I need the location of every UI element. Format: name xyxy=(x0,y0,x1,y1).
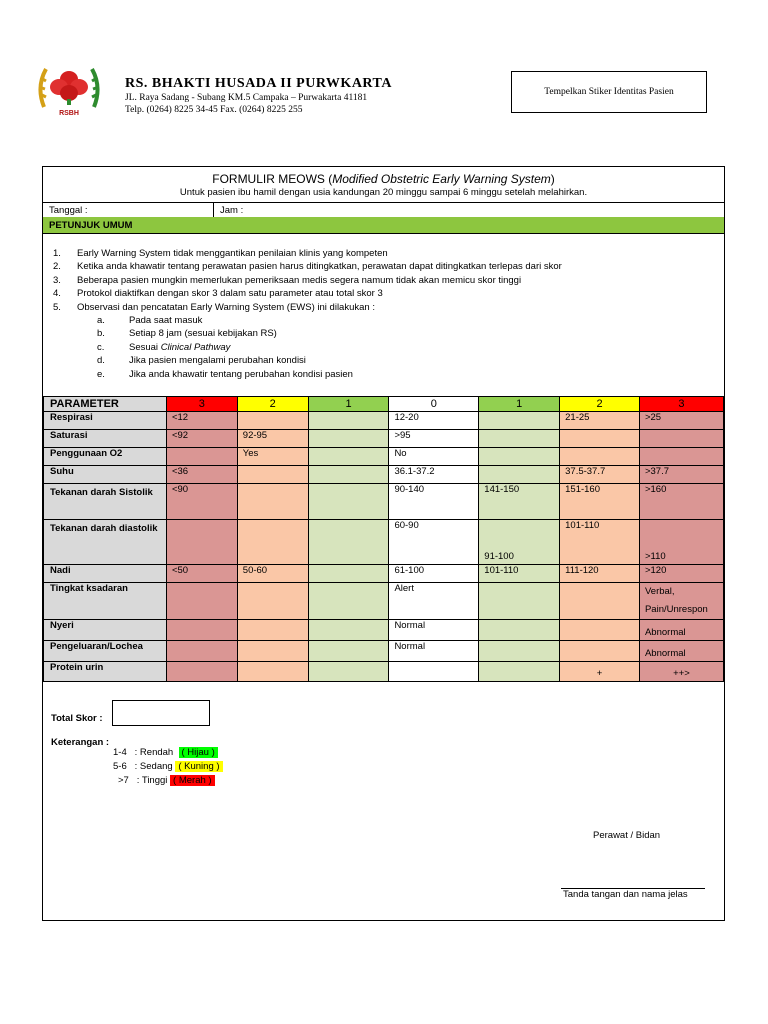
header-score: 2 xyxy=(237,397,308,412)
param-label: Nadi xyxy=(44,565,167,583)
perawat-label: Perawat / Bidan xyxy=(593,830,661,841)
instructions-list xyxy=(53,247,562,381)
hospital-address: JL. Raya Sadang - Subang KM.5 Campaka – Purwakarta 41181 xyxy=(125,93,368,103)
list-subitem: b. Setiap 8 jam (sesuai kebijakan RS) xyxy=(97,328,277,340)
table-cell[interactable] xyxy=(308,412,389,430)
table-cell[interactable] xyxy=(166,662,237,682)
table-cell[interactable]: 90-140 xyxy=(389,484,479,520)
meows-score-table xyxy=(43,396,724,682)
patient-sticker-box xyxy=(511,71,707,113)
table-row xyxy=(44,430,724,448)
sticker-label: Tempelkan Stiker Identitas Pasien xyxy=(544,87,674,97)
table-cell[interactable]: Abnormal xyxy=(639,641,723,662)
jam-field[interactable]: Jam : xyxy=(213,203,243,218)
table-cell[interactable] xyxy=(308,484,389,520)
param-label: Tingkat ksadaran xyxy=(44,583,167,620)
param-label: Penggunaan O2 xyxy=(44,448,167,466)
header-score: 3 xyxy=(166,397,237,412)
form-title: FORMULIR MEOWS (Modified Obstetric Early Warning System) xyxy=(212,172,555,186)
table-cell[interactable] xyxy=(479,620,560,641)
table-cell[interactable]: 111-120 xyxy=(560,565,640,583)
list-subitem: c. Sesuai Clinical Pathway xyxy=(97,341,231,353)
table-cell[interactable]: >120 xyxy=(639,565,723,583)
table-cell[interactable] xyxy=(308,520,389,565)
table-cell[interactable]: 37.5-37.7 xyxy=(560,466,640,484)
table-cell[interactable]: ++> xyxy=(639,662,723,682)
table-cell[interactable]: 92-95 xyxy=(237,430,308,448)
table-cell[interactable] xyxy=(389,662,479,682)
table-cell[interactable]: >160 xyxy=(639,484,723,520)
param-label: Tekanan darah diastolik xyxy=(44,520,167,565)
table-cell[interactable]: 36.1-37.2 xyxy=(389,466,479,484)
table-cell[interactable]: >95 xyxy=(389,430,479,448)
table-cell[interactable] xyxy=(308,448,389,466)
total-score-label: Total Skor : xyxy=(51,713,103,724)
badge-merah: ( Merah ) xyxy=(170,775,215,786)
table-cell[interactable]: + xyxy=(560,662,640,682)
level-low: 1-4 : Rendah ( Hijau ) xyxy=(113,747,218,758)
table-cell[interactable]: 91-100 xyxy=(479,520,560,565)
table-cell[interactable] xyxy=(308,466,389,484)
table-cell[interactable]: Abnormal xyxy=(639,620,723,641)
table-cell[interactable]: <50 xyxy=(166,565,237,583)
list-item: 2. Ketika anda khawatir tentang perawatan pasien harus ditingkatkan, perawatan dapat ditingkatkan terlepas dari skor xyxy=(53,261,562,273)
header-score: 3 xyxy=(639,397,723,412)
table-row xyxy=(44,484,724,520)
table-cell[interactable] xyxy=(166,520,237,565)
table-cell[interactable] xyxy=(166,620,237,641)
header-parameter: PARAMETER xyxy=(44,397,167,412)
tanggal-field[interactable]: Tanggal : xyxy=(49,205,88,216)
table-cell[interactable]: 60-90 xyxy=(389,520,479,565)
param-label: Saturasi xyxy=(44,430,167,448)
table-cell[interactable] xyxy=(308,641,389,662)
table-cell[interactable] xyxy=(479,466,560,484)
table-cell[interactable]: Normal xyxy=(389,641,479,662)
badge-hijau: ( Hijau ) xyxy=(179,747,218,758)
table-cell[interactable] xyxy=(308,430,389,448)
table-cell[interactable] xyxy=(237,583,308,620)
table-row xyxy=(44,466,724,484)
total-score-input[interactable] xyxy=(112,700,210,726)
hospital-phone: Telp. (0264) 8225 34-45 Fax. (0264) 8225 255 xyxy=(125,105,303,115)
table-row xyxy=(44,412,724,430)
table-cell[interactable] xyxy=(237,484,308,520)
section-title: PETUNJUK UMUM xyxy=(43,217,724,234)
table-cell[interactable]: <36 xyxy=(166,466,237,484)
list-item: 3. Beberapa pasien mungkin memerlukan pemeriksaan medis segera namum tidak akan memicu skor tinggi xyxy=(53,274,522,286)
list-subitem: d. Jika pasien mengalami perubahan kondisi xyxy=(97,355,306,367)
table-cell[interactable]: Verbal, Pain/Unrespon xyxy=(639,583,723,620)
table-cell[interactable] xyxy=(479,583,560,620)
table-cell[interactable] xyxy=(308,583,389,620)
list-item: 5. Observasi dan pencatatan Early Warning System (EWS) ini dilakukan : xyxy=(53,301,375,313)
param-label: Tekanan darah Sistolik xyxy=(44,484,167,520)
table-cell[interactable]: Normal xyxy=(389,620,479,641)
list-subitem: a. Pada saat masuk xyxy=(97,315,203,327)
table-cell[interactable]: <92 xyxy=(166,430,237,448)
table-cell[interactable] xyxy=(237,641,308,662)
meows-form xyxy=(42,166,725,921)
table-cell[interactable]: >37.7 xyxy=(639,466,723,484)
table-header-row xyxy=(44,397,724,412)
header-score: 0 xyxy=(389,397,479,412)
table-cell[interactable] xyxy=(166,641,237,662)
hospital-logo xyxy=(34,57,104,119)
table-row xyxy=(44,641,724,662)
table-cell[interactable] xyxy=(166,583,237,620)
table-cell[interactable] xyxy=(479,641,560,662)
table-cell[interactable] xyxy=(560,583,640,620)
table-cell[interactable]: No xyxy=(389,448,479,466)
table-cell[interactable]: <90 xyxy=(166,484,237,520)
hospital-name: RS. BHAKTI HUSADA II PURWKARTA xyxy=(125,76,392,91)
table-cell[interactable]: >25 xyxy=(639,412,723,430)
level-medium: 5-6 : Sedang ( Kuning ) xyxy=(113,761,223,772)
table-cell[interactable] xyxy=(237,466,308,484)
table-cell[interactable] xyxy=(237,620,308,641)
table-cell[interactable] xyxy=(560,448,640,466)
table-cell[interactable] xyxy=(560,620,640,641)
param-label: Protein urin xyxy=(44,662,167,682)
table-cell[interactable] xyxy=(560,430,640,448)
table-cell[interactable] xyxy=(166,448,237,466)
list-subitem: e. Jika anda khawatir tentang perubahan kondisi pasien xyxy=(97,368,353,380)
table-cell[interactable] xyxy=(237,662,308,682)
table-cell[interactable] xyxy=(308,565,389,583)
table-cell[interactable]: Yes xyxy=(237,448,308,466)
list-item: 4. Protokol diaktifkan dengan skor 3 dalam satu parameter atau total skor 3 xyxy=(53,288,383,300)
table-cell[interactable] xyxy=(639,448,723,466)
table-cell[interactable]: 21-25 xyxy=(560,412,640,430)
svg-text:RSBH: RSBH xyxy=(59,110,79,117)
table-cell[interactable] xyxy=(479,430,560,448)
keterangan-label: Keterangan : xyxy=(51,737,110,748)
table-cell[interactable] xyxy=(308,620,389,641)
table-cell[interactable] xyxy=(308,662,389,682)
form-subtitle: Untuk pasien ibu hamil dengan usia kandungan 20 minggu sampai 6 minggu setelah melahirkan. xyxy=(179,187,588,198)
table-cell[interactable] xyxy=(479,412,560,430)
table-row xyxy=(44,448,724,466)
table-row xyxy=(44,583,724,620)
signature-label: Tanda tangan dan nama jelas xyxy=(563,889,688,900)
table-cell[interactable] xyxy=(639,430,723,448)
param-label: Respirasi xyxy=(44,412,167,430)
table-cell[interactable]: 151-160 xyxy=(560,484,640,520)
table-cell[interactable] xyxy=(237,412,308,430)
hospital-header xyxy=(125,76,392,116)
table-cell[interactable]: Alert xyxy=(389,583,479,620)
table-cell[interactable]: 101-110 xyxy=(479,565,560,583)
list-item: 1. Early Warning System tidak menggantikan penilaian klinis yang kompeten xyxy=(53,248,388,259)
header-score: 1 xyxy=(479,397,560,412)
table-cell[interactable]: 61-100 xyxy=(389,565,479,583)
table-cell[interactable]: 12-20 xyxy=(389,412,479,430)
table-row xyxy=(44,662,724,682)
level-high: >7 : Tinggi ( Merah ) xyxy=(118,775,215,786)
table-cell[interactable]: >110 xyxy=(639,520,723,565)
badge-kuning: ( Kuning ) xyxy=(175,761,222,772)
table-row xyxy=(44,620,724,641)
table-cell[interactable]: <12 xyxy=(166,412,237,430)
table-cell[interactable] xyxy=(479,662,560,682)
table-cell[interactable]: 141-150 xyxy=(479,484,560,520)
table-cell[interactable] xyxy=(479,448,560,466)
table-cell[interactable] xyxy=(237,520,308,565)
table-row xyxy=(44,520,724,565)
table-cell[interactable] xyxy=(560,641,640,662)
table-cell[interactable]: 101-110 xyxy=(560,520,640,565)
table-row xyxy=(44,565,724,583)
header-score: 1 xyxy=(308,397,389,412)
header-score: 2 xyxy=(560,397,640,412)
param-label: Suhu xyxy=(44,466,167,484)
param-label: Nyeri xyxy=(44,620,167,641)
table-cell[interactable]: 50-60 xyxy=(237,565,308,583)
param-label: Pengeluaran/Lochea xyxy=(44,641,167,662)
